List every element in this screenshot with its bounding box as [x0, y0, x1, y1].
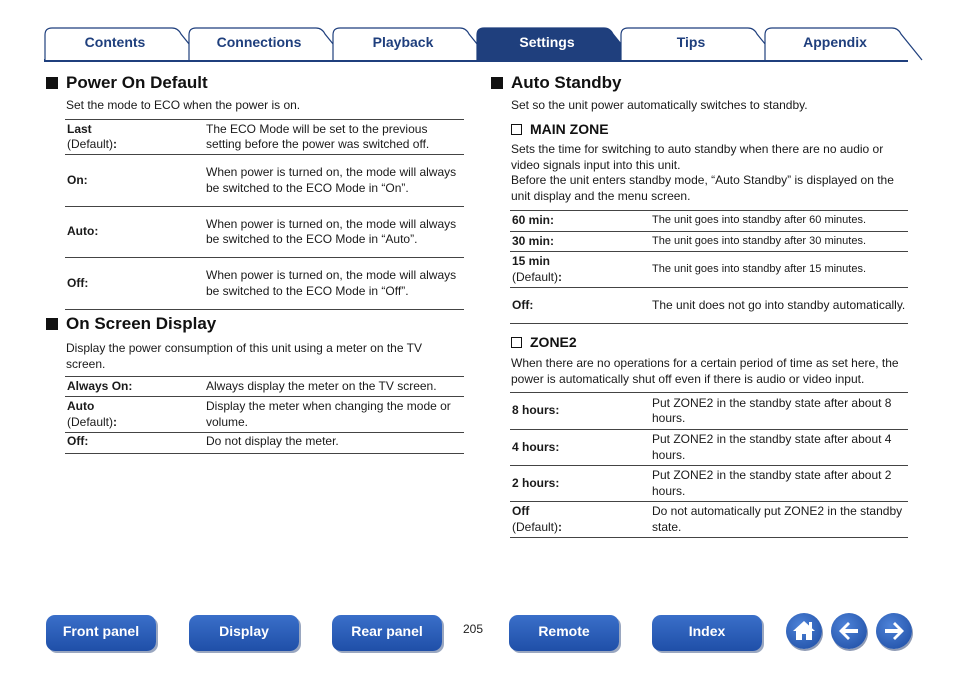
- table-value: The unit goes into standby after 30 minutes.: [650, 232, 908, 252]
- forward-button[interactable]: [876, 613, 912, 649]
- zone2-table: [510, 392, 908, 538]
- page-number: 205: [463, 622, 484, 636]
- table-value: Put ZONE2 in the standby state after about 2 hours.: [650, 466, 908, 502]
- square-bullet-icon: [46, 318, 58, 330]
- section-title-text: Auto Standby: [511, 73, 622, 92]
- tab-contents[interactable]: [44, 27, 186, 61]
- table-key: Last (Default):: [65, 120, 204, 155]
- main-zone-table: [510, 210, 908, 324]
- rear-panel-button[interactable]: Rear panel: [332, 615, 442, 651]
- table-value: When power is turned on, the mode will always be switched to the ECO Mode in “Off”.: [204, 258, 464, 310]
- table-value: Do not display the meter.: [204, 433, 464, 454]
- arrow-right-icon: [876, 613, 912, 649]
- table-key: Off:: [65, 433, 204, 454]
- section-title-text: Power On Default: [66, 73, 208, 92]
- section-title-text: On Screen Display: [66, 314, 217, 333]
- main-zone-description: [511, 142, 909, 204]
- tab-connections[interactable]: [188, 27, 330, 61]
- square-bullet-icon: [46, 77, 58, 89]
- table-value: The unit goes into standby after 15 minutes.: [650, 252, 908, 288]
- section-title-power-on-default: [46, 73, 208, 93]
- table-row: [510, 393, 908, 430]
- tab-playback[interactable]: [332, 27, 474, 61]
- table-value: Display the meter when changing the mode or volume.: [204, 397, 464, 433]
- table-key: Always On:: [65, 377, 204, 397]
- table-value: When power is turned on, the mode will always be switched to the ECO Mode in “Auto”.: [204, 207, 464, 258]
- table-value: Always display the meter on the TV screen.: [204, 377, 464, 397]
- table-value: Put ZONE2 in the standby state after about 8 hours.: [650, 393, 908, 430]
- arrow-left-icon: [831, 613, 867, 649]
- table-row: [510, 288, 908, 324]
- table-value: The unit goes into standby after 60 minutes.: [650, 211, 908, 232]
- tab-settings[interactable]: [476, 27, 618, 61]
- tab-label: Appendix: [803, 34, 867, 50]
- table-key: 8 hours:: [510, 393, 650, 430]
- table-row: [510, 466, 908, 502]
- top-tab-bar: [44, 27, 908, 61]
- tab-appendix[interactable]: [764, 27, 906, 61]
- table-row: [510, 502, 908, 538]
- subsection-title-zone2: [511, 334, 577, 350]
- home-button[interactable]: [786, 613, 822, 649]
- table-value: Put ZONE2 in the standby state after about 4 hours.: [650, 430, 908, 466]
- table-row: [65, 120, 464, 155]
- table-key: Off:: [65, 258, 204, 310]
- tab-label: Connections: [216, 34, 302, 50]
- table-row: [510, 252, 908, 288]
- subsection-title-main-zone: [511, 121, 609, 137]
- table-key: Auto (Default):: [65, 397, 204, 433]
- table-key: On:: [65, 155, 204, 207]
- table-key: 30 min:: [510, 232, 650, 252]
- home-icon: [786, 613, 822, 649]
- table-row: [65, 155, 464, 207]
- table-key: Off:: [510, 288, 650, 324]
- table-key: Auto:: [65, 207, 204, 258]
- power-on-default-table: [65, 119, 464, 310]
- table-key: 60 min:: [510, 211, 650, 232]
- on-screen-display-table: [65, 376, 464, 454]
- square-bullet-icon: [491, 77, 503, 89]
- tab-label: Playback: [372, 34, 434, 50]
- table-row: [65, 258, 464, 310]
- table-key: Off (Default):: [510, 502, 650, 538]
- table-row: [510, 430, 908, 466]
- tab-tips[interactable]: [620, 27, 762, 61]
- front-panel-button[interactable]: Front panel: [46, 615, 156, 651]
- display-button[interactable]: Display: [189, 615, 299, 651]
- checkbox-bullet-icon: [511, 124, 522, 135]
- index-button[interactable]: Index: [652, 615, 762, 651]
- remote-button[interactable]: Remote: [509, 615, 619, 651]
- table-key: 15 min (Default):: [510, 252, 650, 288]
- table-row: [65, 377, 464, 397]
- table-row: [65, 397, 464, 433]
- table-row: [510, 232, 908, 252]
- table-value: The ECO Mode will be set to the previous setting before the power was switched off.: [204, 120, 464, 155]
- main-zone-description-1: Sets the time for switching to auto standby when there are no audio or video signals input into this unit.: [511, 142, 884, 172]
- section-description: Set so the unit power automatically switches to standby.: [511, 98, 808, 112]
- table-value: The unit does not go into standby automatically.: [650, 288, 908, 324]
- tab-label: Tips: [676, 34, 706, 50]
- table-key: 4 hours:: [510, 430, 650, 466]
- table-row: [65, 433, 464, 454]
- tab-label: Settings: [519, 34, 575, 50]
- table-key: 2 hours:: [510, 466, 650, 502]
- checkbox-bullet-icon: [511, 337, 522, 348]
- main-zone-description-2: Before the unit enters standby mode, “Auto Standby” is displayed on the unit display and the menu screen.: [511, 173, 894, 203]
- tab-label: Contents: [84, 34, 146, 50]
- section-title-on-screen-display: [46, 314, 216, 334]
- back-button[interactable]: [831, 613, 867, 649]
- section-description: Set the mode to ECO when the power is on.: [66, 98, 301, 112]
- table-row: [510, 211, 908, 232]
- table-value: Do not automatically put ZONE2 in the standby state.: [650, 502, 908, 538]
- subsection-title-text: MAIN ZONE: [530, 121, 609, 137]
- section-title-auto-standby: [491, 73, 622, 93]
- zone2-description: When there are no operations for a certain period of time as set here, the power is automatically shut off even if there is audio or video input.: [511, 356, 899, 386]
- section-description: Display the power consumption of this unit using a meter on the TV screen.: [66, 341, 422, 371]
- subsection-title-text: ZONE2: [530, 334, 577, 350]
- table-value: When power is turned on, the mode will always be switched to the ECO Mode in “On”.: [204, 155, 464, 207]
- table-row: [65, 207, 464, 258]
